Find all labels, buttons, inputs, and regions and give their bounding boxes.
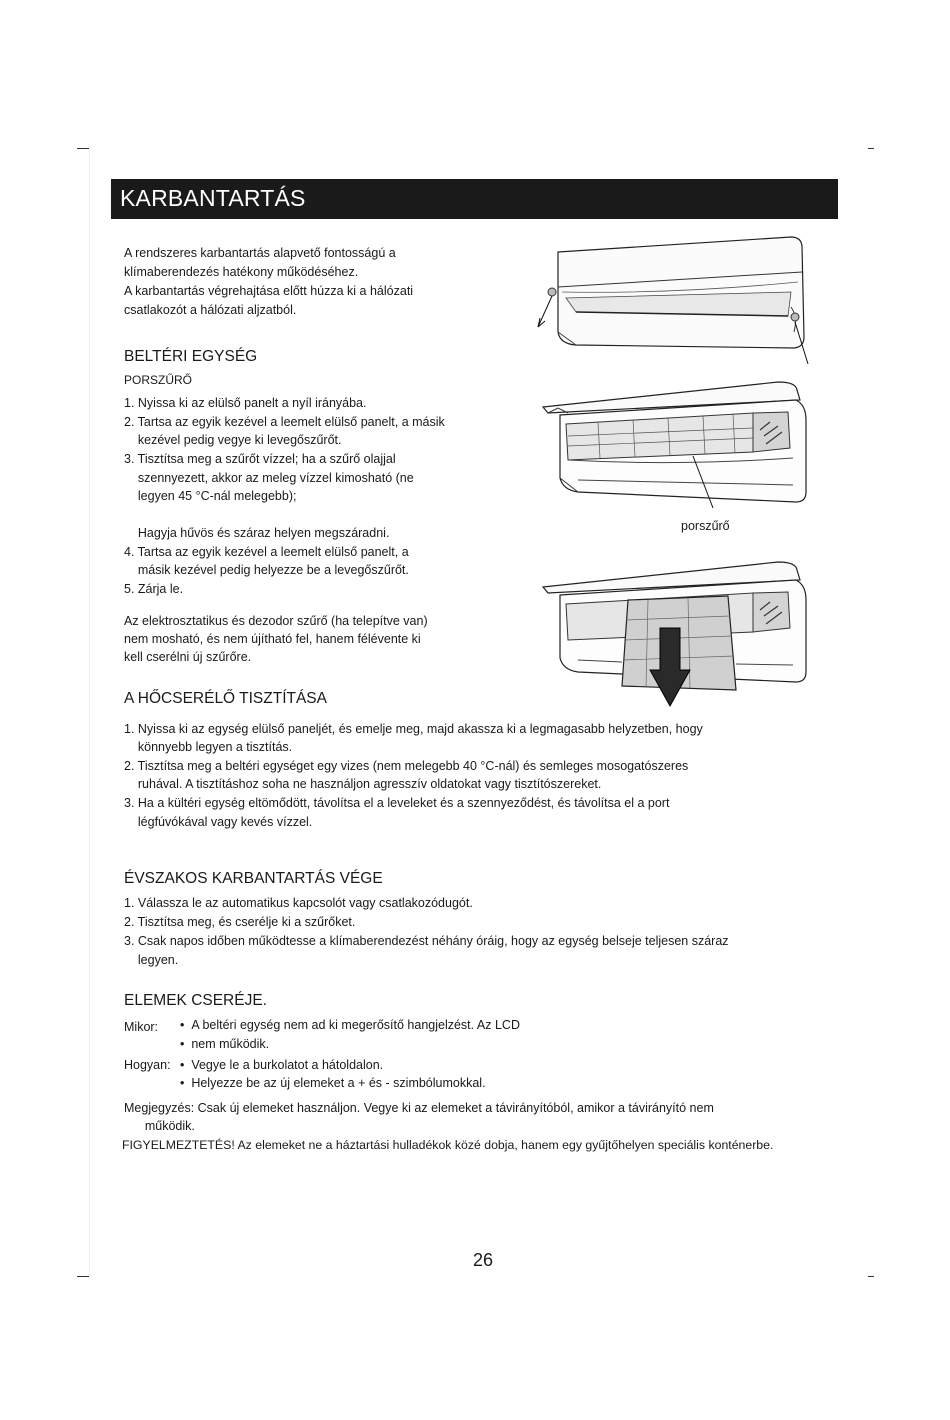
crop-mark bbox=[77, 148, 89, 149]
battery-note-line: működik. bbox=[124, 1119, 195, 1133]
instruction-line: 5. Zárja le. bbox=[124, 582, 184, 596]
filter-subheading: PORSZŰRŐ bbox=[124, 373, 193, 387]
instruction-line: 2. Tisztítsa meg a beltéri egységet egy vizes (nem melegebb 40 °C-nál) és semleges mosogatószeres bbox=[124, 759, 689, 773]
instruction-line: 1. Nyissa ki az elülső panelt a nyíl irányába. bbox=[124, 396, 367, 410]
instruction-line: 4. Tartsa az egyik kezével a leemelt elülső panelt, a bbox=[124, 545, 409, 559]
intro-line: A rendszeres karbantartás alapvető fontosságú a bbox=[124, 246, 396, 260]
instruction-line: legyen 45 °C-nál melegebb); bbox=[124, 489, 297, 503]
crop-mark bbox=[77, 1276, 89, 1277]
page-title: KARBANTARTÁS bbox=[120, 185, 306, 211]
instruction-line: 1. Nyissa ki az egység elülső paneljét, és emelje meg, majd akassza ki a legmagasabb helyzetben, hogy bbox=[124, 722, 703, 736]
intro-line: csatlakozót a hálózati aljzatból. bbox=[124, 303, 297, 317]
when-label: Mikor: bbox=[124, 1020, 159, 1034]
how-item: • Vegye le a burkolatot a hátoldalon. bbox=[180, 1058, 384, 1072]
instruction-line: 2. Tartsa az egyik kezével a leemelt elülső panelt, a másik bbox=[124, 415, 445, 429]
instruction-line: 3. Ha a kültéri egység eltömődött, távolítsa el a leveleket és a szennyeződést, és távolítsa el a port bbox=[124, 796, 670, 810]
intro-line: A karbantartás végrehajtása előtt húzza ki a hálózati bbox=[124, 284, 414, 298]
instruction-line: szennyezett, akkor az meleg vízzel kimosható (ne bbox=[124, 471, 414, 485]
battery-note-line: Megjegyzés: Csak új elemeket használjon. Vegye ki az elemeket a távirányítóból, amikor a távirányító nem bbox=[124, 1101, 714, 1115]
indoor-unit-open-filter-illustration bbox=[538, 380, 813, 510]
seasonal-maintenance-heading: ÉVSZAKOS KARBANTARTÁS VÉGE bbox=[124, 870, 383, 887]
filter-figure-label: porszűrő bbox=[681, 519, 730, 533]
instruction-line: légfúvókával vagy kevés vízzel. bbox=[124, 815, 313, 829]
page-border bbox=[89, 143, 90, 1278]
instruction-line: 1. Válassza le az automatikus kapcsolót vagy csatlakozódugót. bbox=[124, 896, 473, 910]
indoor-unit-closed-illustration bbox=[536, 232, 811, 367]
instruction-line: 3. Tisztítsa meg a szűrőt vízzel; ha a szűrő olajjal bbox=[124, 452, 396, 466]
filter-note-line: kell cserélni új szűrőre. bbox=[124, 650, 252, 664]
when-item: • A beltéri egység nem ad ki megerősítő hangjelzést. Az LCD bbox=[180, 1018, 520, 1032]
how-label: Hogyan: bbox=[124, 1058, 171, 1072]
filter-note-line: Az elektrosztatikus és dezodor szűrő (ha telepítve van) bbox=[124, 614, 428, 628]
instruction-line: legyen. bbox=[124, 953, 179, 967]
instruction-line: Hagyja hűvös és száraz helyen megszáradni. bbox=[124, 526, 390, 540]
how-item: • Helyezze be az új elemeket a + és - szimbólumokkal. bbox=[180, 1076, 486, 1090]
heat-exchanger-heading: A HŐCSERÉLŐ TISZTÍTÁSA bbox=[124, 690, 327, 707]
indoor-unit-heading: BELTÉRI EGYSÉG bbox=[124, 348, 258, 365]
when-item: • nem működik. bbox=[180, 1037, 270, 1051]
crop-mark bbox=[868, 148, 874, 149]
instruction-line: kezével pedig vegye ki levegőszűrőt. bbox=[124, 433, 342, 447]
instruction-line: másik kezével pedig helyezze be a levegőszűrőt. bbox=[124, 563, 409, 577]
section-title-banner bbox=[111, 179, 838, 219]
filter-removal-illustration bbox=[538, 560, 813, 710]
page-number: 26 bbox=[473, 1250, 494, 1270]
battery-replacement-heading: ELEMEK CSERÉJE. bbox=[124, 992, 267, 1009]
battery-warning: FIGYELMEZTETÉS! Az elemeket ne a háztartási hulladékok közé dobja, hanem egy gyűjtőhelyen speciális konténerbe. bbox=[122, 1138, 774, 1152]
instruction-line: könnyebb legyen a tisztítás. bbox=[124, 740, 293, 754]
crop-mark bbox=[868, 1276, 874, 1277]
instruction-line: ruhával. A tisztításhoz soha ne használjon agresszív oldatokat vagy tisztítószereket. bbox=[124, 777, 602, 791]
instruction-line: 2. Tisztítsa meg, és cserélje ki a szűrőket. bbox=[124, 915, 356, 929]
instruction-line: 3. Csak napos időben működtesse a klímaberendezést néhány óráig, hogy az egység belseje teljesen száraz bbox=[124, 934, 729, 948]
intro-line: klímaberendezés hatékony működéséhez. bbox=[124, 265, 359, 279]
filter-note-line: nem mosható, és nem újítható fel, hanem félévente ki bbox=[124, 632, 421, 646]
